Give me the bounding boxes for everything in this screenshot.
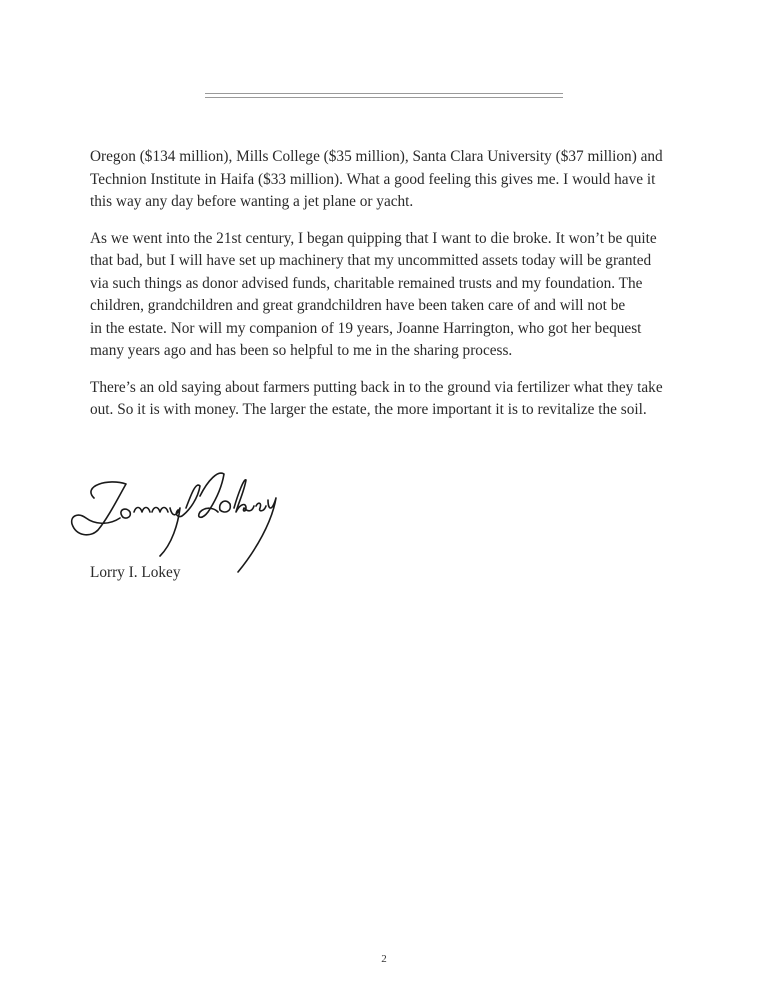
signer-name: Lorry I. Lokey	[90, 564, 181, 581]
page-number: 2	[381, 953, 387, 965]
header-double-rule	[205, 93, 563, 98]
header-rule-line	[205, 97, 563, 98]
paragraph: Oregon ($134 million), Mills College ($35 million), Santa Clara University ($37 million) and Technion Institute in Haifa ($33 million). What a good feeling this gives me. I would have it this way any day before wanting a jet plane or yacht.	[90, 148, 663, 210]
letter-body	[90, 146, 680, 436]
paragraph: As we went into the 21st century, I began quipping that I want to die broke. It won’t be quite that bad, but I will have set up machinery that my uncommitted assets today will be granted via such things as donor advised funds, charitable remained trusts and my foundation. The children, grandchildren and great grandchildren have been taken care of and will not be in the estate. Nor will my companion of 19 years, Joanne Harrington, who got her bequest many years ago and has been so helpful to me in the sharing process.	[90, 229, 657, 359]
header-rule-line	[205, 93, 563, 94]
paragraph: There’s an old saying about farmers putting back in to the ground via fertilizer what they take out. So it is with money. The larger the estate, the more important it is to revitalize the soil.	[90, 378, 663, 418]
